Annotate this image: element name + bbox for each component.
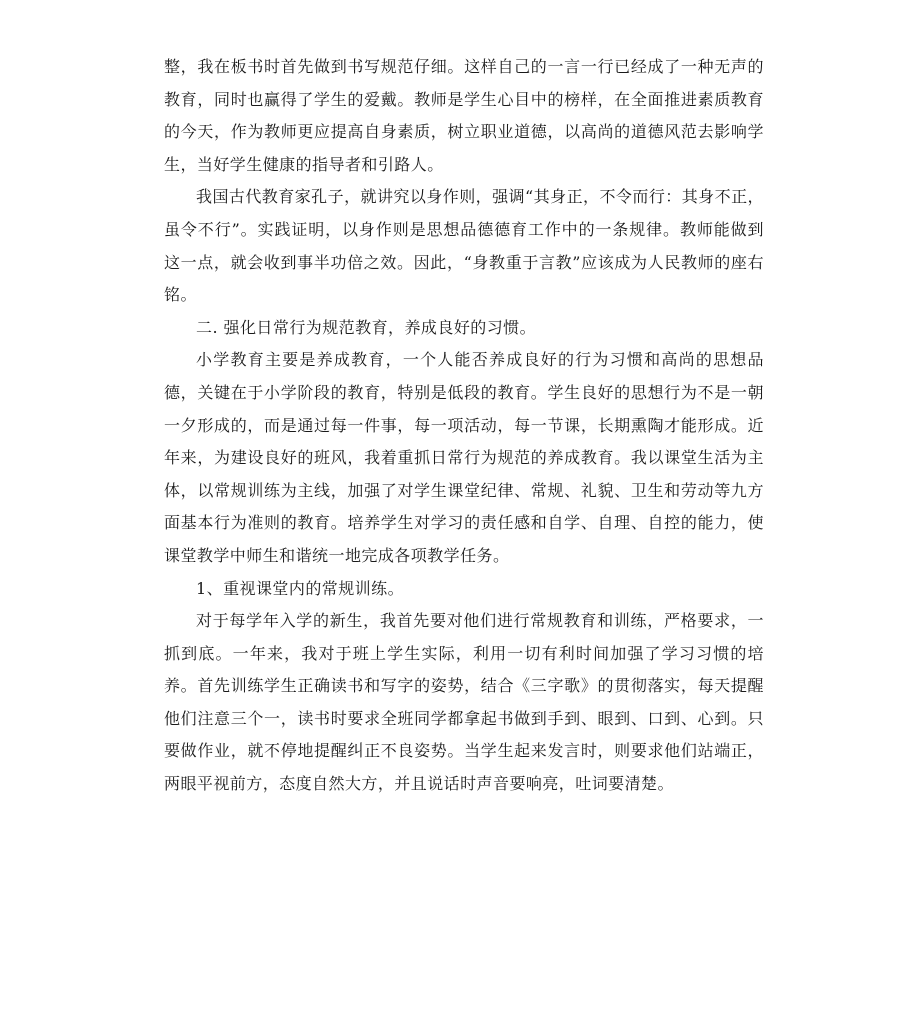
paragraph-habit-education: 小学教育主要是养成教育，一个人能否养成良好的行为习惯和高尚的思想品德，关键在于小学阶段的教育，特别是低段的教育。学生良好的思想行为不是一朝一夕形成的，而是通过每一件事，每一项活动，每一节课，长期熏陶才能形成。近年来，为建设良好的班风，我着重抓日常行为规范的养成教育。我以课堂生活为主体，以常规训练为主线，加强了对学生课堂纪律、常规、礼貌、卫生和劳动等九方面基本行为准则的教育。培养学生对学习的责任感和自学、自理、自控的能力，使课堂教学中师生和谐统一地完成各项教学任务。 bbox=[164, 350, 764, 565]
paragraph-continuation: 整，我在板书时首先做到书写规范仔细。这样自己的一言一行已经成了一种无声的教育，同时也赢得了学生的爱戴。教师是学生心目中的榜样，在全面推进素质教育的今天，作为教师更应提高自身素质，树立职业道德，以高尚的道德风范去影响学生，当好学生健康的指导者和引路人。 bbox=[164, 57, 764, 174]
paragraph-classroom-training: 对于每学年入学的新生，我首先要对他们进行常规教育和训练，严格要求，一抓到底。一年来，我对于班上学生实际，利用一切有利时间加强了学习习惯的培养。首先训练学生正确读书和写字的姿势，结合《三字歌》的贯彻落实，每天提醒他们注意三个一，读书时要求全班同学都拿起书做到手到、眼到、口到、心到。只要做作业，就不停地提醒纠正不良姿势。当学生起来发言时，则要求他们站端正，两眼平视前方，态度自然大方，并且说话时声音要响亮，吐词要清楚。 bbox=[164, 611, 764, 794]
section-heading-two: 二. 强化日常行为规范教育，养成良好的习惯。 bbox=[196, 317, 537, 337]
subsection-heading-one: 1、重视课堂内的常规训练。 bbox=[196, 578, 405, 598]
document-body bbox=[164, 51, 764, 801]
paragraph-confucius: 我国古代教育家孔子，就讲究以身作则，强调“其身正，不令而行：其身不正，虽令不行”。实践证明，以身作则是思想品德德育工作中的一条规律。教师能做到这一点，就会收到事半功倍之效。因此，“身教重于言教”应该成为人民教师的座右铭。 bbox=[164, 187, 764, 305]
